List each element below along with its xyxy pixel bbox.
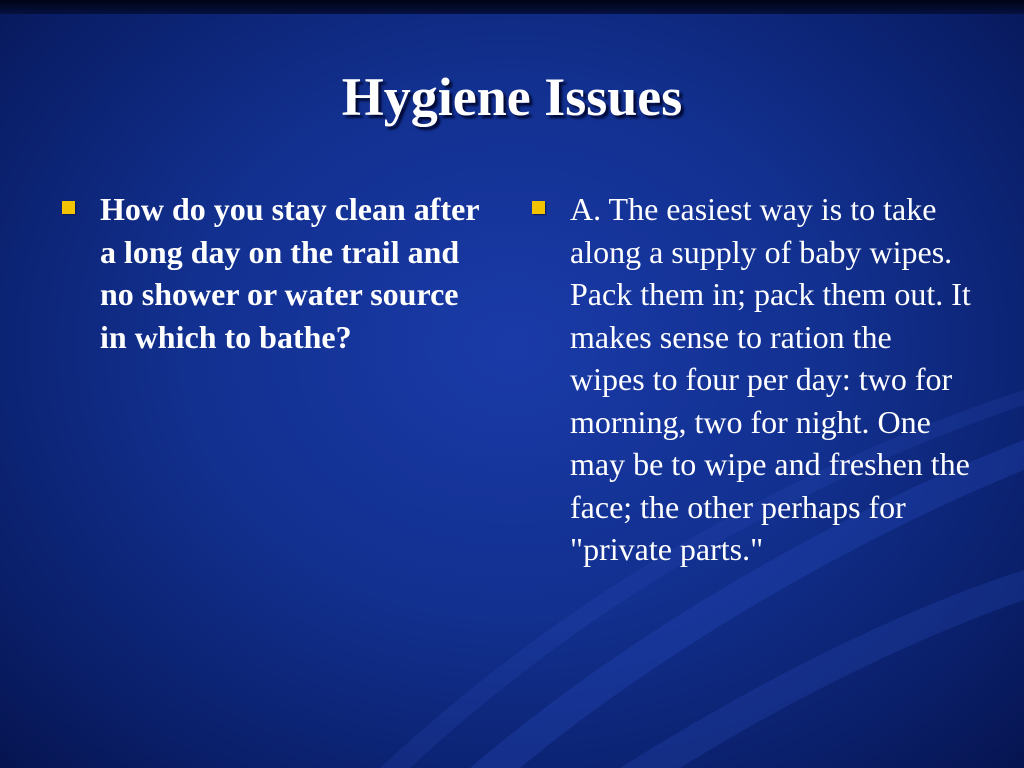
slide-title: Hygiene Issues [341, 67, 683, 127]
question-bullet [62, 188, 487, 358]
question-text: How do you stay clean after a long day on the trail and no shower or water source in which to bathe? [100, 191, 479, 355]
answer-bullet [532, 188, 972, 571]
answer-column [532, 188, 972, 571]
question-column [62, 188, 487, 358]
square-bullet-icon [62, 201, 75, 214]
answer-text: A. The easiest way is to take along a supply of baby wipes. Pack them in; pack them out. It makes sense to ration the wipes to four per day: two for morning, two for night. One may be to wipe and freshen the face; the other perhaps for "private parts." [570, 191, 971, 567]
square-bullet-icon [532, 201, 545, 214]
